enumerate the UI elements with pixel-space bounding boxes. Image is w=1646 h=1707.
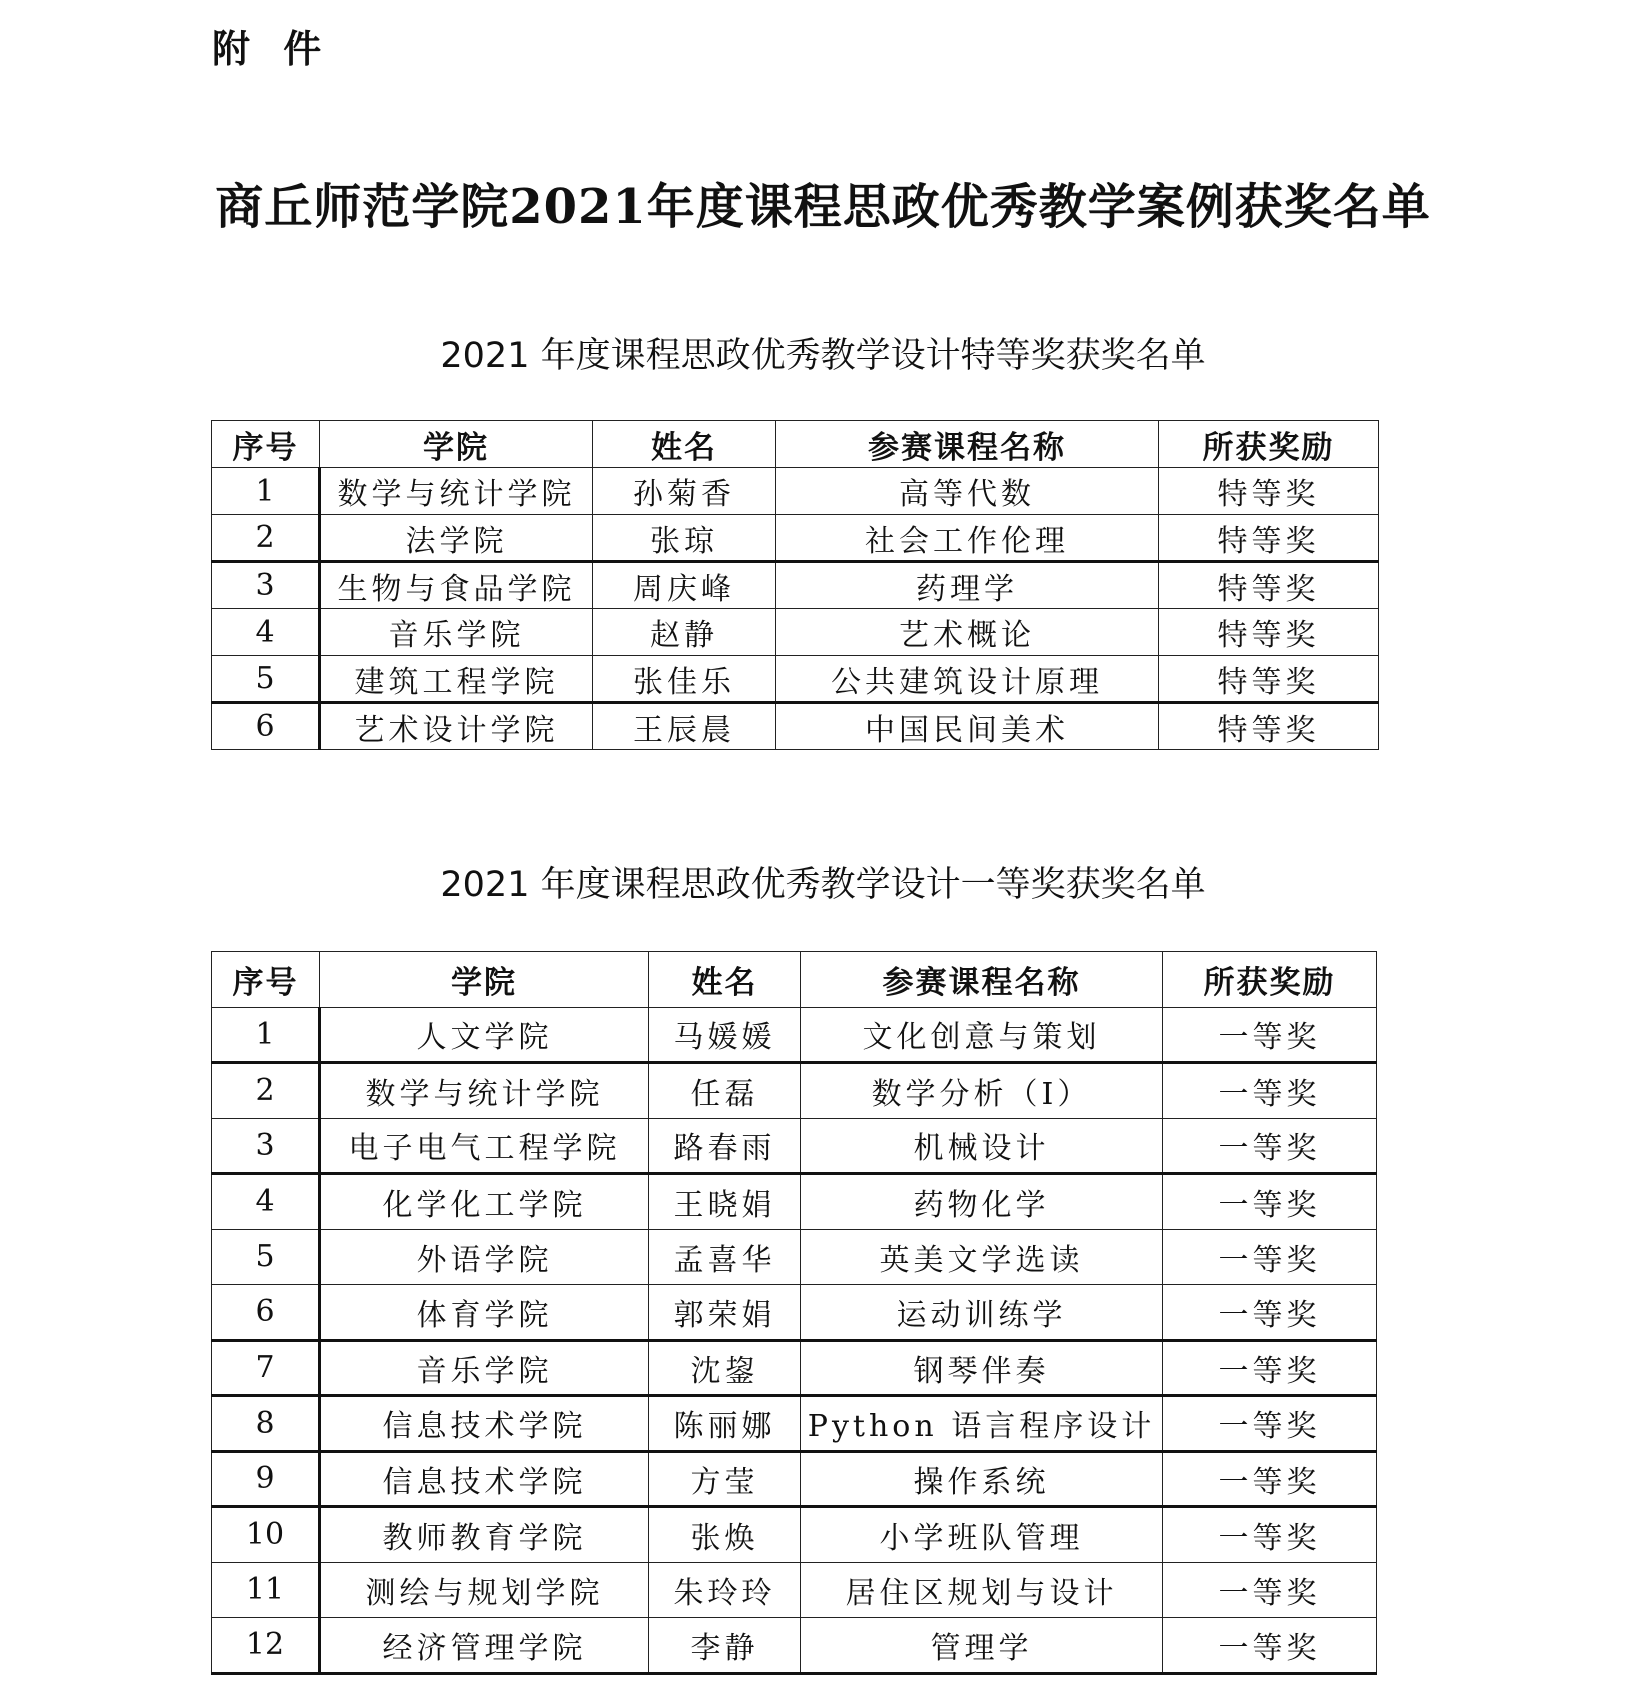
cell-course: 运动训练学 bbox=[801, 1285, 1163, 1341]
header-course: 参赛课程名称 bbox=[776, 421, 1159, 468]
cell-award: 特等奖 bbox=[1159, 703, 1379, 750]
cell-name: 张佳乐 bbox=[593, 656, 776, 703]
cell-award: 一等奖 bbox=[1163, 1340, 1377, 1396]
cell-index: 4 bbox=[212, 1174, 320, 1230]
cell-college: 生物与食品学院 bbox=[320, 562, 593, 609]
cell-college: 教师教育学院 bbox=[320, 1507, 649, 1563]
cell-index: 6 bbox=[212, 1285, 320, 1341]
document-title: 商丘师范学院2021年度课程思政优秀教学案例获奖名单 bbox=[215, 179, 1431, 235]
table-header-row bbox=[212, 952, 1377, 1008]
cell-course: 管理学 bbox=[801, 1618, 1163, 1674]
header-college: 学院 bbox=[320, 421, 593, 468]
table-row bbox=[212, 1118, 1377, 1174]
cell-college: 音乐学院 bbox=[320, 609, 593, 656]
table-row bbox=[212, 609, 1379, 656]
cell-college: 音乐学院 bbox=[320, 1340, 649, 1396]
cell-index: 1 bbox=[212, 1007, 320, 1063]
cell-college: 信息技术学院 bbox=[320, 1451, 649, 1507]
table-row bbox=[212, 1174, 1377, 1230]
cell-award: 一等奖 bbox=[1163, 1285, 1377, 1341]
cell-course: 数学分析（I） bbox=[801, 1063, 1163, 1119]
header-award: 所获奖励 bbox=[1159, 421, 1379, 468]
cell-name: 任磊 bbox=[649, 1063, 801, 1119]
cell-index: 12 bbox=[212, 1618, 320, 1674]
header-index: 序号 bbox=[212, 952, 320, 1008]
cell-index: 2 bbox=[212, 515, 320, 562]
cell-course: 钢琴伴奏 bbox=[801, 1340, 1163, 1396]
special-prize-table bbox=[211, 420, 1379, 750]
cell-index: 5 bbox=[212, 656, 320, 703]
cell-college: 法学院 bbox=[320, 515, 593, 562]
cell-college: 经济管理学院 bbox=[320, 1618, 649, 1674]
cell-name: 沈鋆 bbox=[649, 1340, 801, 1396]
table-row bbox=[212, 1007, 1377, 1063]
header-name: 姓名 bbox=[593, 421, 776, 468]
cell-index: 4 bbox=[212, 609, 320, 656]
first-prize-table bbox=[211, 951, 1377, 1675]
cell-index: 2 bbox=[212, 1063, 320, 1119]
cell-award: 特等奖 bbox=[1159, 515, 1379, 562]
first-prize-rows bbox=[212, 1007, 1377, 1673]
cell-name: 孟喜华 bbox=[649, 1229, 801, 1285]
cell-name: 张琼 bbox=[593, 515, 776, 562]
cell-name: 李静 bbox=[649, 1618, 801, 1674]
cell-course: 操作系统 bbox=[801, 1451, 1163, 1507]
cell-award: 一等奖 bbox=[1163, 1118, 1377, 1174]
cell-course: 小学班队管理 bbox=[801, 1507, 1163, 1563]
cell-award: 一等奖 bbox=[1163, 1451, 1377, 1507]
cell-college: 人文学院 bbox=[320, 1007, 649, 1063]
cell-name: 方莹 bbox=[649, 1451, 801, 1507]
cell-index: 6 bbox=[212, 703, 320, 750]
table-row bbox=[212, 1618, 1377, 1674]
table-header-row bbox=[212, 421, 1379, 468]
cell-course: 机械设计 bbox=[801, 1118, 1163, 1174]
cell-name: 郭荣娟 bbox=[649, 1285, 801, 1341]
special-prize-title: 2021 年度课程思政优秀教学设计特等奖获奖名单 bbox=[440, 336, 1206, 376]
header-award: 所获奖励 bbox=[1163, 952, 1377, 1008]
cell-college: 艺术设计学院 bbox=[320, 703, 593, 750]
cell-award: 特等奖 bbox=[1159, 468, 1379, 515]
cell-course: 文化创意与策划 bbox=[801, 1007, 1163, 1063]
cell-name: 马媛媛 bbox=[649, 1007, 801, 1063]
cell-college: 数学与统计学院 bbox=[320, 1063, 649, 1119]
cell-index: 3 bbox=[212, 1118, 320, 1174]
table-row bbox=[212, 656, 1379, 703]
cell-index: 10 bbox=[212, 1507, 320, 1563]
cell-course: 药物化学 bbox=[801, 1174, 1163, 1230]
cell-course: 居住区规划与设计 bbox=[801, 1562, 1163, 1618]
cell-name: 孙菊香 bbox=[593, 468, 776, 515]
first-prize-title: 2021 年度课程思政优秀教学设计一等奖获奖名单 bbox=[440, 865, 1206, 905]
cell-college: 建筑工程学院 bbox=[320, 656, 593, 703]
cell-award: 一等奖 bbox=[1163, 1174, 1377, 1230]
cell-index: 5 bbox=[212, 1229, 320, 1285]
cell-award: 特等奖 bbox=[1159, 562, 1379, 609]
cell-name: 赵静 bbox=[593, 609, 776, 656]
table-row bbox=[212, 1340, 1377, 1396]
special-prize-rows bbox=[212, 468, 1379, 750]
cell-name: 陈丽娜 bbox=[649, 1396, 801, 1452]
cell-college: 数学与统计学院 bbox=[320, 468, 593, 515]
cell-college: 测绘与规划学院 bbox=[320, 1562, 649, 1618]
cell-name: 张焕 bbox=[649, 1507, 801, 1563]
table-row bbox=[212, 562, 1379, 609]
cell-award: 一等奖 bbox=[1163, 1063, 1377, 1119]
cell-course: 中国民间美术 bbox=[776, 703, 1159, 750]
cell-name: 周庆峰 bbox=[593, 562, 776, 609]
cell-award: 一等奖 bbox=[1163, 1229, 1377, 1285]
cell-course: 公共建筑设计原理 bbox=[776, 656, 1159, 703]
table-row bbox=[212, 1451, 1377, 1507]
cell-course: 高等代数 bbox=[776, 468, 1159, 515]
cell-course: Python 语言程序设计 bbox=[801, 1396, 1163, 1452]
header-name: 姓名 bbox=[649, 952, 801, 1008]
table-row bbox=[212, 1562, 1377, 1618]
cell-award: 一等奖 bbox=[1163, 1396, 1377, 1452]
cell-name: 路春雨 bbox=[649, 1118, 801, 1174]
cell-college: 外语学院 bbox=[320, 1229, 649, 1285]
cell-course: 药理学 bbox=[776, 562, 1159, 609]
cell-course: 艺术概论 bbox=[776, 609, 1159, 656]
cell-course: 社会工作伦理 bbox=[776, 515, 1159, 562]
table-row bbox=[212, 1063, 1377, 1119]
cell-index: 1 bbox=[212, 468, 320, 515]
cell-award: 一等奖 bbox=[1163, 1562, 1377, 1618]
cell-award: 一等奖 bbox=[1163, 1007, 1377, 1063]
cell-index: 3 bbox=[212, 562, 320, 609]
table-row bbox=[212, 1507, 1377, 1563]
table-row bbox=[212, 1285, 1377, 1341]
cell-award: 特等奖 bbox=[1159, 609, 1379, 656]
cell-award: 一等奖 bbox=[1163, 1618, 1377, 1674]
cell-index: 11 bbox=[212, 1562, 320, 1618]
cell-index: 9 bbox=[212, 1451, 320, 1507]
header-index: 序号 bbox=[212, 421, 320, 468]
cell-college: 体育学院 bbox=[320, 1285, 649, 1341]
table-row bbox=[212, 515, 1379, 562]
header-college: 学院 bbox=[320, 952, 649, 1008]
cell-college: 化学化工学院 bbox=[320, 1174, 649, 1230]
attachment-label: 附 件 bbox=[212, 27, 332, 71]
cell-course: 英美文学选读 bbox=[801, 1229, 1163, 1285]
cell-index: 8 bbox=[212, 1396, 320, 1452]
cell-name: 王辰晨 bbox=[593, 703, 776, 750]
cell-award: 特等奖 bbox=[1159, 656, 1379, 703]
table-row bbox=[212, 468, 1379, 515]
table-row bbox=[212, 1229, 1377, 1285]
table-row bbox=[212, 1396, 1377, 1452]
cell-name: 朱玲玲 bbox=[649, 1562, 801, 1618]
cell-name: 王晓娟 bbox=[649, 1174, 801, 1230]
cell-college: 信息技术学院 bbox=[320, 1396, 649, 1452]
header-course: 参赛课程名称 bbox=[801, 952, 1163, 1008]
table-row bbox=[212, 703, 1379, 750]
cell-college: 电子电气工程学院 bbox=[320, 1118, 649, 1174]
cell-award: 一等奖 bbox=[1163, 1507, 1377, 1563]
cell-index: 7 bbox=[212, 1340, 320, 1396]
